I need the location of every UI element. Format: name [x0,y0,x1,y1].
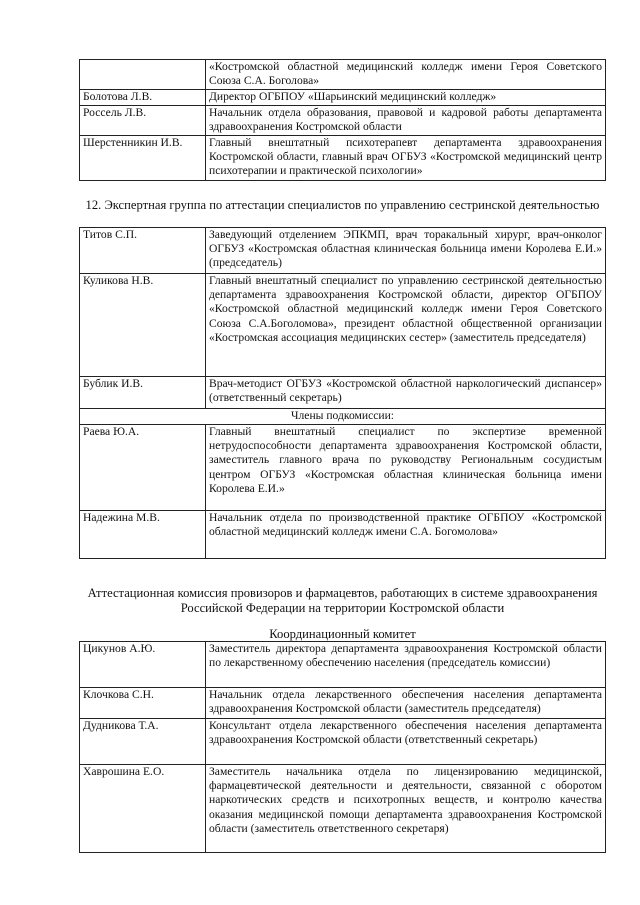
member-position: Начальник отдела лекарственного обеспечения населения департамента здравоохранения Костромской области (заместитель председателя) [206,688,606,719]
table-row [80,765,606,853]
table-row [80,511,606,559]
table-row [80,642,606,688]
table-nursing-management-group [79,227,606,559]
member-position: Главный внештатный специалист по управлению сестринской деятельностью департамента здравоохранения Костромской области, директор ОГБПОУ «Костромской областной медицинский колледж имени Героя Советского Союза С.А.Боголомова», президент областной общественной организации «Костромская ассоциация медицинских сестер» (заместитель председателя) [206,274,606,377]
table-row [80,688,606,719]
member-name: Болотова Л.В. [80,90,206,106]
section-12-heading: 12. Экспертная группа по аттестации специалистов по управлению сестринской деятельностью [85,198,600,212]
table-coordination-committee [79,641,606,853]
table-row [80,136,606,181]
member-name [80,60,206,90]
member-name: Дудникова Т.А. [80,719,206,765]
member-name: Хаврошина Е.О. [80,765,206,853]
table-row [80,60,606,90]
member-name: Надежина М.В. [80,511,206,559]
member-name: Раева Ю.А. [80,425,206,511]
member-name: Цикунов А.Ю. [80,642,206,688]
member-position: Начальник отдела образования, правовой и кадровой работы департамента здравоохранения Костромской области [206,106,606,136]
member-name: Титов С.П. [80,228,206,274]
table-row [80,425,606,511]
member-position: Главный внештатный психотерапевт департамента здравоохранения Костромской области, главный врач ОГБУЗ «Костромской медицинский центр психотерапии и практической психологии» [206,136,606,181]
table-row [80,719,606,765]
table-row [80,377,606,409]
members-label: Члены подкомиссии: [80,409,606,425]
table-row [80,106,606,136]
member-position: Начальник отдела по производственной практике ОГБПОУ «Костромской областной медицинский колледж имени С.А. Богомолова» [206,511,606,559]
member-position: Главный внештатный специалист по экспертизе временной нетрудоспособности департамента здравоохранения Костромской области, заместитель главного врача по руководству Региональным сосудистым центром ОГБУЗ «Костромская областная клиническая больница имени Королева Е.И.» [206,425,606,511]
member-name: Клочкова С.Н. [80,688,206,719]
table-row [80,90,606,106]
table-row [80,409,606,425]
member-position: Директор ОГБПОУ «Шарьинский медицинский колледж» [206,90,606,106]
member-name: Шерстенникин И.В. [80,136,206,181]
member-name: Бублик И.В. [80,377,206,409]
member-position: Заместитель начальника отдела по лицензированию медицинской, фармацевтической деятельности и деятельности, связанной с оборотом наркотических средств и психотропных веществ, и контролю качества оказания медицинской помощи департамента здравоохранения Костромской области (заместитель ответственного секретаря) [206,765,606,853]
member-name: Россель Л.В. [80,106,206,136]
member-position: «Костромской областной медицинский колледж имени Героя Советского Союза С.А. Боголова» [206,60,606,90]
attestation-commission-heading: Аттестационная комиссия провизоров и фармацевтов, работающих в системе здравоохранения Российской Федерации на территории Костромской области [87,586,598,615]
member-position: Заместитель директора департамента здравоохранения Костромской области по лекарственному обеспечению населения (председатель комиссии) [206,642,606,688]
table-row [80,228,606,274]
table-commission-continuation [79,59,606,181]
member-name: Куликова Н.В. [80,274,206,377]
coordination-committee-heading: Координационный комитет [269,627,416,641]
member-position: Заведующий отделением ЭПКМП, врач торакальный хирург, врач-онколог ОГБУЗ «Костромская областная клиническая больница имени Королева Е.И.» (председатель) [206,228,606,274]
member-position: Консультант отдела лекарственного обеспечения населения департамента здравоохранения Костромской области (ответственный секретарь) [206,719,606,765]
table-row [80,274,606,377]
member-position: Врач-методист ОГБУЗ «Костромской областной наркологический диспансер» (ответственный секретарь) [206,377,606,409]
